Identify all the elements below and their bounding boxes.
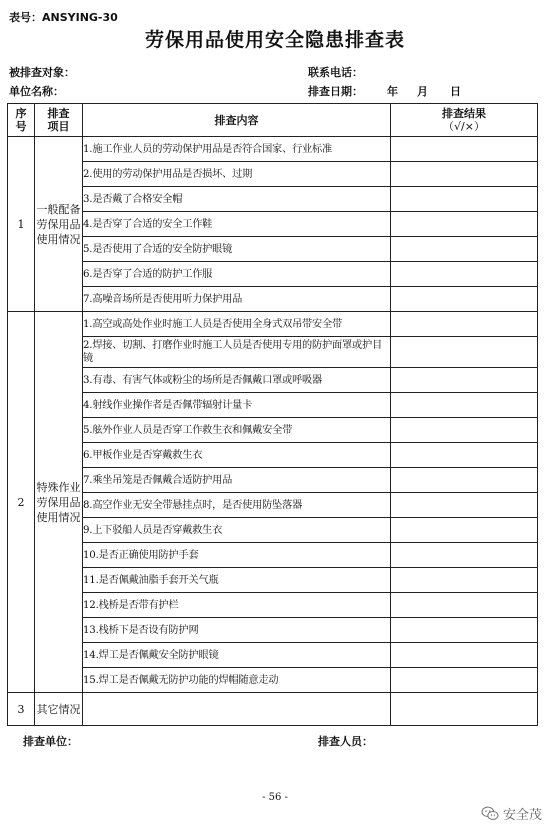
check-item: 6.是否穿了合适的防护工作服 — [83, 262, 391, 287]
table-row — [8, 418, 538, 443]
table-row — [8, 187, 538, 212]
table-row — [8, 668, 538, 693]
check-item: 1.施工作业人员的劳动保护用品是否符合国家、行业标准 — [83, 137, 391, 162]
col-header-index-line1: 序 — [15, 107, 27, 120]
table-row — [8, 162, 538, 187]
result-cell[interactable] — [391, 643, 538, 668]
section-index: 2 — [8, 312, 35, 693]
table-row — [8, 237, 538, 262]
check-item: 3.有毒、有害气体或粉尘的场所是否佩戴口罩或呼吸器 — [83, 368, 391, 393]
table-row — [8, 393, 538, 418]
result-cell[interactable] — [391, 543, 538, 568]
result-cell[interactable] — [391, 237, 538, 262]
target-label: 被排查对象： — [9, 66, 75, 79]
table-header-row — [8, 104, 538, 137]
table-row — [8, 643, 538, 668]
result-cell[interactable] — [391, 568, 538, 593]
check-item: 1.高空或高处作业时施工人员是否使用全身式双吊带安全带 — [83, 312, 391, 337]
col-header-category-line1: 排查 — [47, 107, 70, 120]
check-item: 8.高空作业无安全带悬挂点时，是否使用防坠落器 — [83, 493, 391, 518]
wechat-icon — [481, 806, 499, 822]
page-title: 劳保用品使用安全隐患排查表 — [144, 29, 405, 51]
result-cell[interactable] — [391, 393, 538, 418]
section-index: 3 — [8, 693, 35, 726]
result-cell[interactable] — [391, 518, 538, 543]
result-cell[interactable] — [391, 443, 538, 468]
col-header-result — [391, 104, 538, 137]
result-cell[interactable] — [391, 312, 538, 337]
result-cell[interactable] — [391, 468, 538, 493]
watermark-text: 安全茂 — [502, 808, 542, 823]
section-category: 特殊作业劳保用品使用情况 — [35, 312, 83, 693]
table-row — [8, 262, 538, 287]
result-cell[interactable] — [391, 262, 538, 287]
table-row — [8, 212, 538, 237]
col-header-result-line2: （√/×） — [443, 120, 485, 133]
result-cell[interactable] — [391, 212, 538, 237]
section-category: 其它情况 — [35, 693, 83, 726]
table-row — [8, 443, 538, 468]
col-header-category — [35, 104, 83, 137]
check-item: 2.使用的劳动保护用品是否损坏、过期 — [83, 162, 391, 187]
result-cell[interactable] — [391, 418, 538, 443]
check-item: 5.舷外作业人员是否穿工作救生衣和佩戴安全带 — [83, 418, 391, 443]
check-item: 9.上下驳船人员是否穿戴救生衣 — [83, 518, 391, 543]
year-label: 年 — [387, 85, 398, 98]
table-row — [8, 618, 538, 643]
table-row — [8, 287, 538, 312]
table-row — [8, 593, 538, 618]
table-row — [8, 518, 538, 543]
check-item: 15.焊工是否佩戴无防护功能的焊帽随意走动 — [83, 668, 391, 693]
result-cell[interactable] — [391, 137, 538, 162]
check-item: 13.栈桥下是否设有防护网 — [83, 618, 391, 643]
result-cell[interactable] — [391, 162, 538, 187]
day-label: 日 — [450, 85, 461, 98]
col-header-content: 排查内容 — [83, 104, 391, 137]
table-row — [8, 693, 538, 726]
check-item: 7.乘坐吊笼是否佩戴合适防护用品 — [83, 468, 391, 493]
check-item: 7.高噪音场所是否使用听力保护用品 — [83, 287, 391, 312]
result-cell[interactable] — [391, 618, 538, 643]
check-item: 6.甲板作业是否穿戴救生衣 — [83, 443, 391, 468]
check-item[interactable] — [83, 693, 391, 726]
col-header-index-line2: 号 — [15, 120, 27, 133]
result-cell[interactable] — [391, 668, 538, 693]
col-header-category-line2: 项目 — [47, 120, 70, 133]
table-row — [8, 337, 538, 368]
col-header-result-line1: 排查结果 — [442, 107, 486, 120]
result-cell[interactable] — [391, 693, 538, 726]
form-number: 表号：ANSYING-30 — [9, 11, 118, 24]
check-item: 4.是否穿了合适的安全工作鞋 — [83, 212, 391, 237]
table-row — [8, 568, 538, 593]
table-row — [8, 368, 538, 393]
result-cell[interactable] — [391, 287, 538, 312]
result-cell[interactable] — [391, 368, 538, 393]
result-cell[interactable] — [391, 593, 538, 618]
check-item: 12.栈桥是否带有护栏 — [83, 593, 391, 618]
watermark — [481, 804, 542, 823]
phone-label: 联系电话： — [308, 66, 363, 79]
check-item: 10.是否正确使用防护手套 — [83, 543, 391, 568]
check-item: 14.焊工是否佩戴安全防护眼镜 — [83, 643, 391, 668]
page-number: - 56 - — [262, 792, 288, 803]
unit-name-label: 单位名称： — [9, 85, 64, 98]
table-row — [8, 543, 538, 568]
table-row — [8, 137, 538, 162]
check-item: 5.是否使用了合适的安全防护眼镜 — [83, 237, 391, 262]
section-index: 1 — [8, 137, 35, 312]
date-label: 排查日期： — [308, 85, 363, 98]
check-item: 2.焊接、切割、打磨作业时施工人员是否使用专用的防护面罩或护目镜 — [83, 337, 391, 368]
inspection-table — [7, 103, 538, 726]
result-cell[interactable] — [391, 187, 538, 212]
table-row — [8, 312, 538, 337]
check-item: 4.射线作业操作者是否佩带辐射计量卡 — [83, 393, 391, 418]
inspector-label: 排查人员： — [318, 735, 373, 748]
section-category: 一般配备劳保用品使用情况 — [35, 137, 83, 312]
table-row — [8, 468, 538, 493]
month-label: 月 — [417, 85, 428, 98]
result-cell[interactable] — [391, 493, 538, 518]
inspecting-unit-label: 排查单位： — [23, 735, 78, 748]
table-row — [8, 493, 538, 518]
check-item: 3.是否戴了合格安全帽 — [83, 187, 391, 212]
check-item: 11.是否佩戴油脂手套开关气瓶 — [83, 568, 391, 593]
col-header-index — [8, 104, 35, 137]
result-cell[interactable] — [391, 337, 538, 368]
